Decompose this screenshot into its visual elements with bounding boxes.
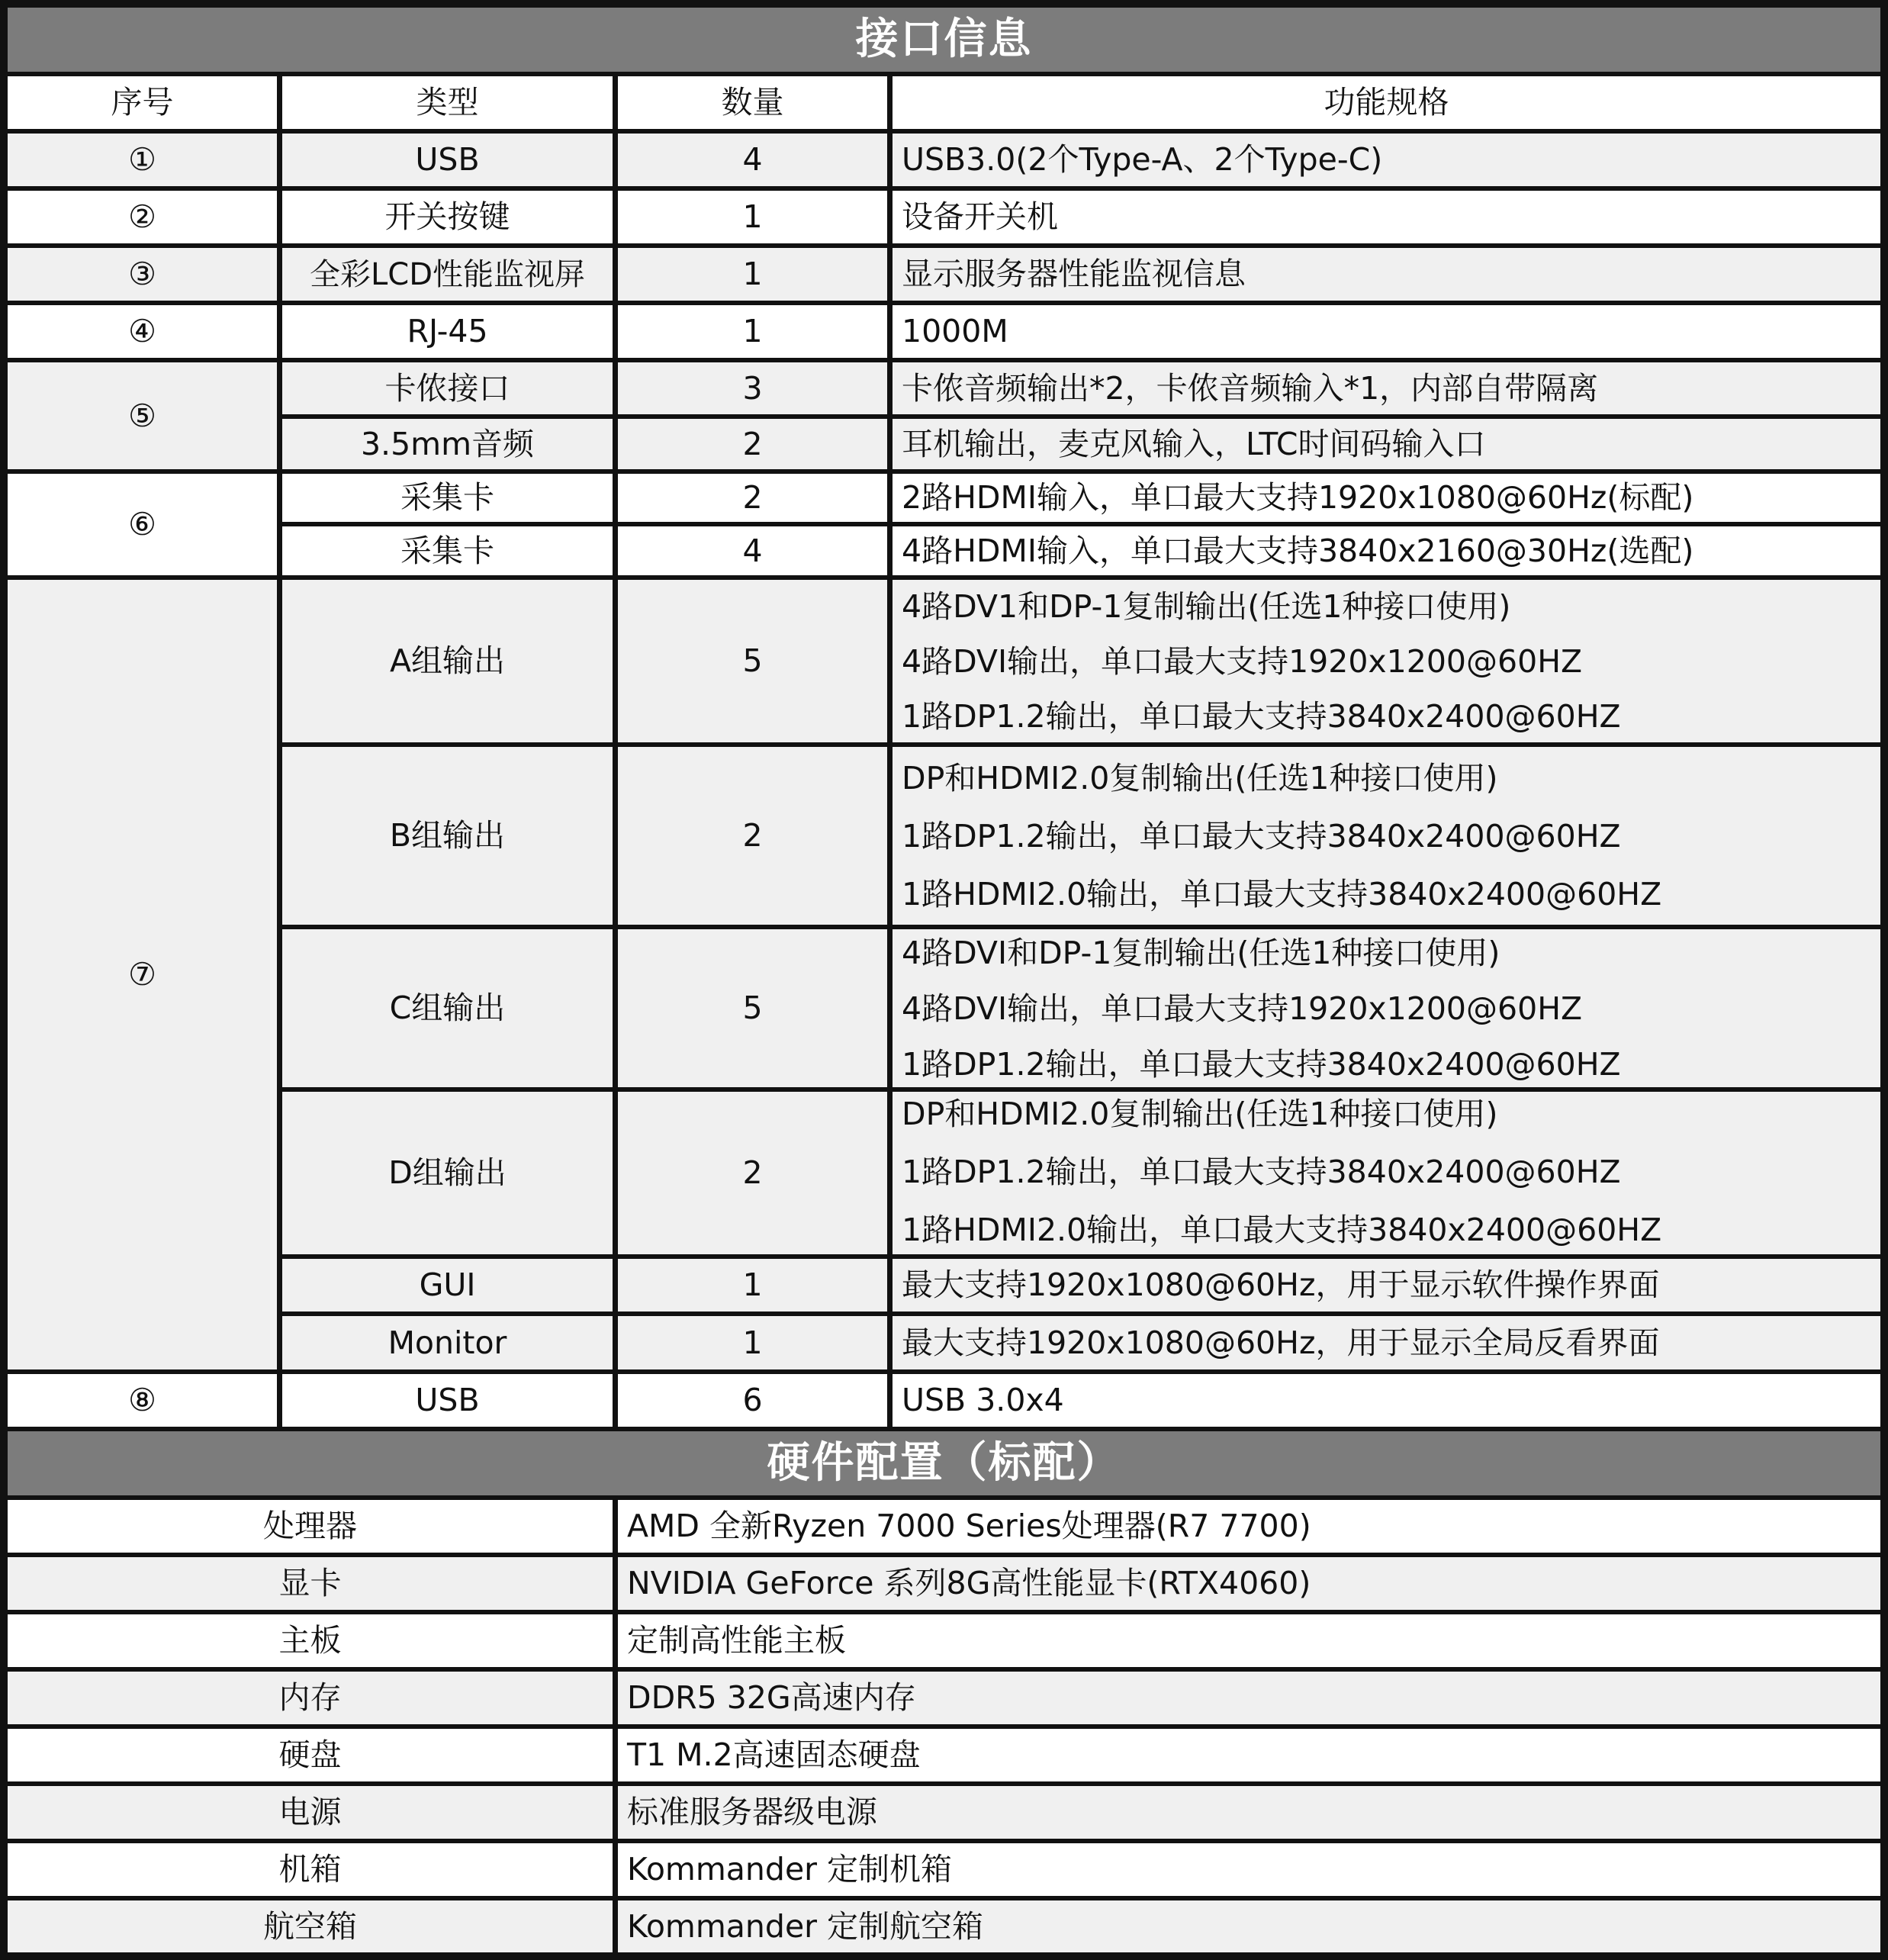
row3-count: 1 xyxy=(618,248,887,301)
row7c-type: C组输出 xyxy=(282,929,613,1087)
row7b-spec xyxy=(893,747,1880,925)
row7a-type: A组输出 xyxy=(282,580,613,742)
row1-spec: USB3.0(2个Type-A、2个Type-C) xyxy=(893,134,1880,186)
row4-count: 1 xyxy=(618,305,887,358)
row7a-count: 5 xyxy=(618,580,887,742)
row8-count: 6 xyxy=(618,1374,887,1427)
row2-count: 1 xyxy=(618,191,887,243)
row3-type: 全彩LCD性能监视屏 xyxy=(282,248,613,301)
row5b-count: 2 xyxy=(618,419,887,469)
row1-count: 4 xyxy=(618,134,887,186)
hw-label-motherboard: 主板 xyxy=(8,1614,613,1667)
hw-value-power: 标准服务器级电源 xyxy=(618,1786,1880,1839)
row7d-count: 2 xyxy=(618,1092,887,1254)
row5b-spec: 耳机输出，麦克风输入，LTC时间码输入口 xyxy=(893,419,1880,469)
row7a-spec xyxy=(893,580,1880,742)
row4-type: RJ-45 xyxy=(282,305,613,358)
header-index: 序号 xyxy=(8,76,277,129)
row5b-type: 3.5mm音频 xyxy=(282,419,613,469)
row7c-spec xyxy=(893,929,1880,1087)
row1-index: ① xyxy=(8,134,277,186)
hw-label-gpu: 显卡 xyxy=(8,1557,613,1610)
row2-spec: 设备开关机 xyxy=(893,191,1880,243)
hw-value-motherboard: 定制高性能主板 xyxy=(618,1614,1880,1667)
header-count: 数量 xyxy=(618,76,887,129)
hw-value-flight-case: Kommander 定制航空箱 xyxy=(618,1900,1880,1952)
row7a-spec-line: 1路DP1.2输出，单口最大支持3840x2400@60HZ xyxy=(902,697,1621,735)
hw-value-storage: T1 M.2高速固态硬盘 xyxy=(618,1729,1880,1781)
hw-value-gpu: NVIDIA GeForce 系列8G高性能显卡(RTX4060) xyxy=(618,1557,1880,1610)
hw-label-flight-case: 航空箱 xyxy=(8,1900,613,1952)
hw-value-memory: DDR5 32G高速内存 xyxy=(618,1672,1880,1724)
row6b-count: 4 xyxy=(618,526,887,575)
row7d-type: D组输出 xyxy=(282,1092,613,1254)
row7b-spec-line: 1路DP1.2输出，单口最大支持3840x2400@60HZ xyxy=(902,817,1621,854)
row7c-spec-line: 4路DVI和DP-1复制输出(任选1种接口使用) xyxy=(902,935,1500,971)
row3-index: ③ xyxy=(8,248,277,301)
row7c-spec-line: 1路DP1.2输出，单口最大支持3840x2400@60HZ xyxy=(902,1045,1621,1083)
row2-index: ② xyxy=(8,191,277,243)
row7a-spec-line: 4路DVI输出，单口最大支持1920x1200@60HZ xyxy=(902,642,1583,680)
row8-type: USB xyxy=(282,1374,613,1427)
row8-index: ⑧ xyxy=(8,1374,277,1427)
row7a-spec-line: 4路DV1和DP-1复制输出(任选1种接口使用) xyxy=(902,588,1511,625)
row8-spec: USB 3.0x4 xyxy=(893,1374,1880,1427)
row6-index: ⑥ xyxy=(8,474,277,575)
row4-spec: 1000M xyxy=(893,305,1880,358)
hw-label-storage: 硬盘 xyxy=(8,1729,613,1781)
row5a-type: 卡侬接口 xyxy=(282,362,613,414)
row7e-count: 1 xyxy=(618,1259,887,1311)
row7d-spec-line: DP和HDMI2.0复制输出(任选1种接口使用) xyxy=(902,1096,1498,1132)
hardware-title: 硬件配置（标配） xyxy=(8,1431,1880,1495)
row3-spec: 显示服务器性能监视信息 xyxy=(893,248,1880,301)
row7e-type: GUI xyxy=(282,1259,613,1311)
hw-label-chassis: 机箱 xyxy=(8,1843,613,1896)
row6a-spec: 2路HDMI输入，单口最大支持1920x1080@60Hz(标配) xyxy=(893,474,1880,522)
header-spec: 功能规格 xyxy=(893,76,1880,129)
row7d-spec-line: 1路DP1.2输出，单口最大支持3840x2400@60HZ xyxy=(902,1153,1621,1190)
row7d-spec xyxy=(893,1092,1880,1254)
row7b-spec-line: 1路HDMI2.0输出，单口最大支持3840x2400@60HZ xyxy=(902,875,1662,912)
row7e-spec: 最大支持1920x1080@60Hz，用于显示软件操作界面 xyxy=(893,1259,1880,1311)
row6a-count: 2 xyxy=(618,474,887,522)
row2-type: 开关按键 xyxy=(282,191,613,243)
hw-label-power: 电源 xyxy=(8,1786,613,1839)
hw-label-cpu: 处理器 xyxy=(8,1500,613,1553)
row7-index: ⑦ xyxy=(8,580,277,1369)
hw-value-cpu: AMD 全新Ryzen 7000 Series处理器(R7 7700) xyxy=(618,1500,1880,1553)
row7b-spec-line: DP和HDMI2.0复制输出(任选1种接口使用) xyxy=(902,760,1498,797)
row6b-spec: 4路HDMI输入，单口最大支持3840x2160@30Hz(选配) xyxy=(893,526,1880,575)
row5a-count: 3 xyxy=(618,362,887,414)
row5a-spec: 卡侬音频输出*2，卡侬音频输入*1，内部自带隔离 xyxy=(893,362,1880,414)
row7c-count: 5 xyxy=(618,929,887,1087)
row4-index: ④ xyxy=(8,305,277,358)
row7f-spec: 最大支持1920x1080@60Hz，用于显示全局反看界面 xyxy=(893,1316,1880,1369)
header-type: 类型 xyxy=(282,76,613,129)
row7b-type: B组输出 xyxy=(282,747,613,925)
hw-label-memory: 内存 xyxy=(8,1672,613,1724)
row7c-spec-line: 4路DVI输出，单口最大支持1920x1200@60HZ xyxy=(902,990,1583,1027)
hw-value-chassis: Kommander 定制机箱 xyxy=(618,1843,1880,1896)
row7f-type: Monitor xyxy=(282,1316,613,1369)
interface-title: 接口信息 xyxy=(8,8,1880,72)
row7b-count: 2 xyxy=(618,747,887,925)
row7d-spec-line: 1路HDMI2.0输出，单口最大支持3840x2400@60HZ xyxy=(902,1211,1662,1248)
row5-index: ⑤ xyxy=(8,362,277,469)
row6b-type: 采集卡 xyxy=(282,526,613,575)
row6a-type: 采集卡 xyxy=(282,474,613,522)
row1-type: USB xyxy=(282,134,613,186)
row7f-count: 1 xyxy=(618,1316,887,1369)
